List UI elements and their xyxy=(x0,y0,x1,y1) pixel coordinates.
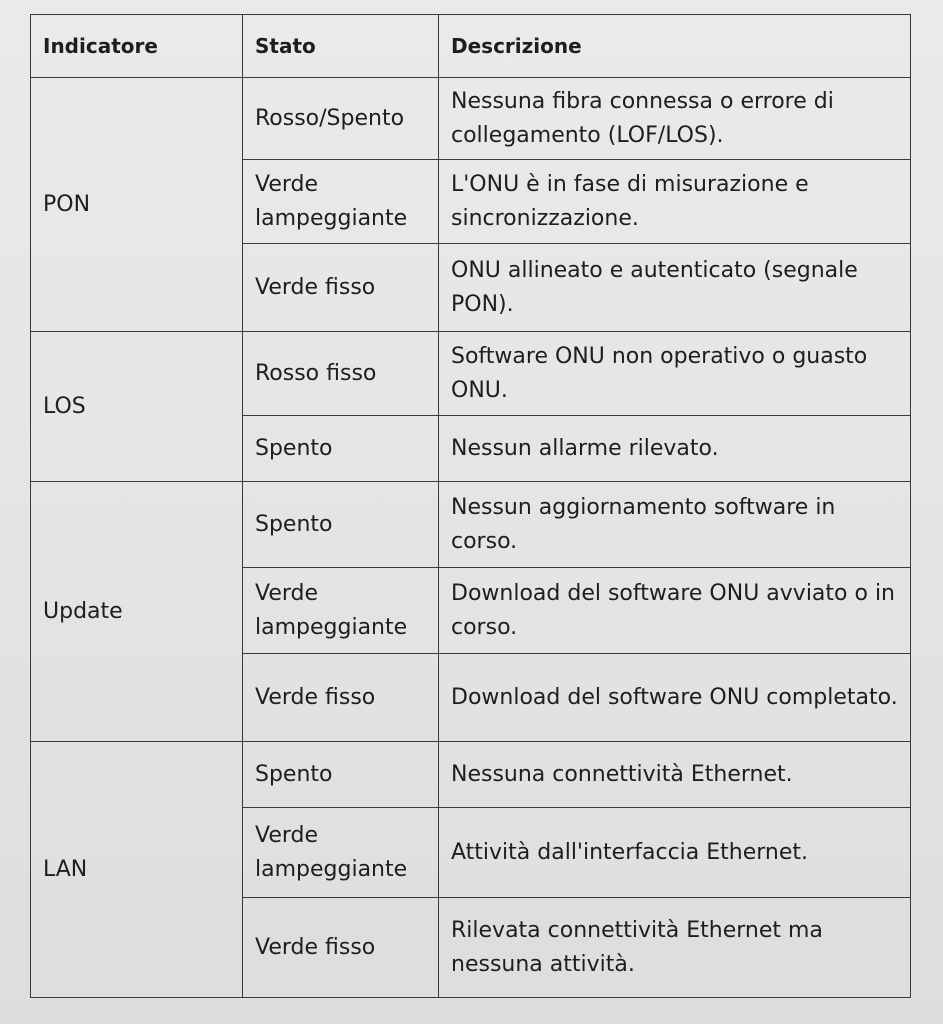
stato-cell: Spento xyxy=(243,416,439,482)
stato-cell: Verde fisso xyxy=(243,654,439,742)
descrizione-cell: Nessuna fibra connessa o errore di collegamento (LOF/LOS). xyxy=(439,78,911,160)
indicator-lan: LAN xyxy=(31,742,243,998)
table-row xyxy=(31,742,911,808)
table-row xyxy=(31,78,911,160)
stato-cell: Spento xyxy=(243,482,439,568)
descrizione-cell: Download del software ONU completato. xyxy=(439,654,911,742)
descrizione-cell: Nessuna connettività Ethernet. xyxy=(439,742,911,808)
stato-cell: Verde fisso xyxy=(243,898,439,998)
descrizione-cell: Nessun allarme rilevato. xyxy=(439,416,911,482)
table-row xyxy=(31,332,911,416)
indicator-los: LOS xyxy=(31,332,243,482)
descrizione-cell: ONU allineato e autenticato (segnale PON). xyxy=(439,244,911,332)
table-row xyxy=(31,482,911,568)
descrizione-cell: Software ONU non operativo o guasto ONU. xyxy=(439,332,911,416)
indicator-pon: PON xyxy=(31,78,243,332)
stato-cell: Verde lampeggiante xyxy=(243,160,439,244)
stato-cell: Spento xyxy=(243,742,439,808)
descrizione-cell: Nessun aggiornamento software in corso. xyxy=(439,482,911,568)
header-indicatore: Indicatore xyxy=(31,15,243,78)
descrizione-cell: L'ONU è in fase di misurazione e sincronizzazione. xyxy=(439,160,911,244)
table-header-row xyxy=(31,15,911,78)
stato-cell: Verde lampeggiante xyxy=(243,568,439,654)
descrizione-cell: Attività dall'interfaccia Ethernet. xyxy=(439,808,911,898)
stato-cell: Verde lampeggiante xyxy=(243,808,439,898)
indicator-update: Update xyxy=(31,482,243,742)
header-stato: Stato xyxy=(243,15,439,78)
header-descrizione: Descrizione xyxy=(439,15,911,78)
descrizione-cell: Download del software ONU avviato o in corso. xyxy=(439,568,911,654)
descrizione-cell: Rilevata connettività Ethernet ma nessuna attività. xyxy=(439,898,911,998)
stato-cell: Rosso fisso xyxy=(243,332,439,416)
led-indicator-table xyxy=(30,14,911,998)
stato-cell: Rosso/Spento xyxy=(243,78,439,160)
stato-cell: Verde fisso xyxy=(243,244,439,332)
